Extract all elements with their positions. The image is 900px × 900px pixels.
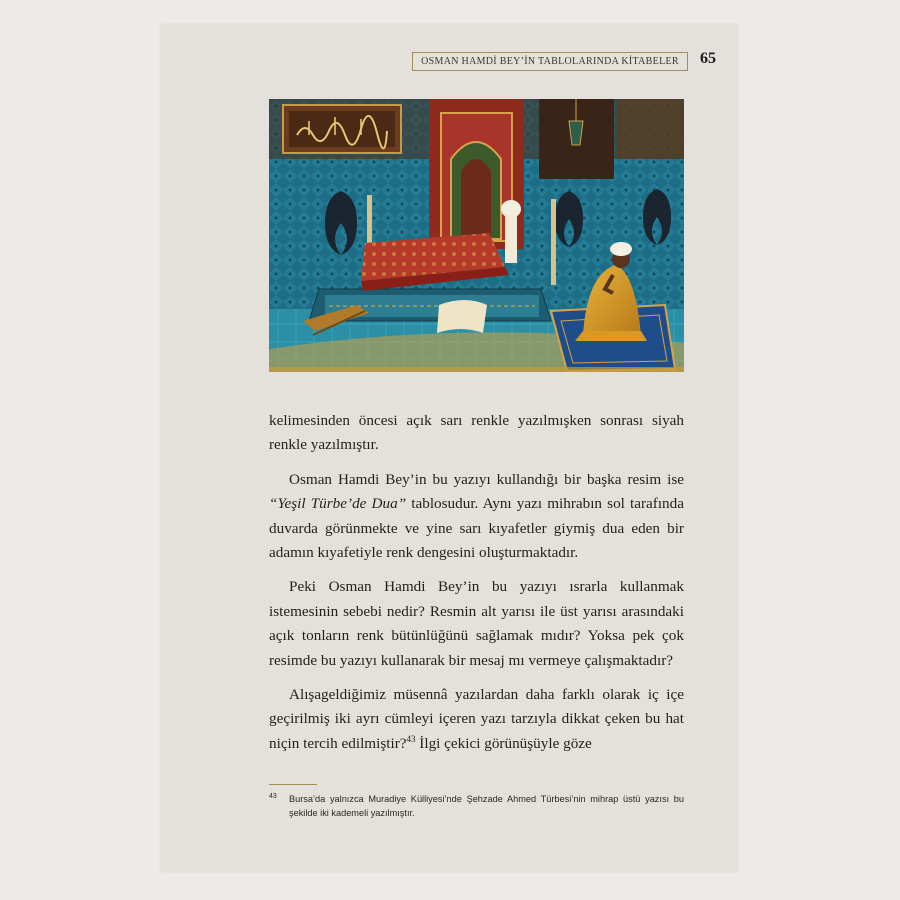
footnote-divider	[269, 784, 317, 785]
painting-svg	[269, 99, 684, 372]
footnote	[269, 792, 684, 820]
running-head-title: OSMAN HAMDİ BEY’İN TABLOLARINDA KİTABELER	[421, 56, 679, 67]
page-number: 65	[700, 50, 716, 67]
paragraph-1: kelimesinden öncesi açık sarı renkle yazılmışken sonrası siyah renkle yazılmıştır.	[269, 412, 684, 454]
paragraph-2-start: Osman Hamdi Bey’in bu yazıyı kullandığı bir başka resim ise	[289, 470, 684, 488]
footnote-number: 43	[269, 793, 277, 800]
paragraph-2	[269, 468, 684, 566]
paragraph-4-end: İlgi çekici görünüşüyle göze	[415, 734, 592, 752]
paragraph-3: Peki Osman Hamdi Bey’in bu yazıyı ısrarla kullanmak istemesinin sebebi nedir? Resmin alt yarısı ile üst yarısı arasındaki açık tonların renk bütünlüğünü sağlamak mıdır? Yoksa pek çok resimde bu yazıyı kullanarak bir mesaj mı vermeye çalışmaktadır?	[269, 578, 684, 669]
footnote-text: Bursa’da yalnızca Muradiye Külliyesi’nde Şehzade Ahmed Türbesi’nin mihrap üstü yazısı bu şekilde iki kademeli yazılmıştır.	[289, 794, 684, 818]
paragraph-4-start: Alışageldiğimiz müsennâ yazılardan daha farklı olarak iç içe geçirilmiş iki ayrı cümleyi içeren yazı tarzıyla dikkat çeken bu hat niçin tercih edilmiştir?	[269, 686, 684, 752]
paragraph-4	[269, 683, 684, 756]
calligraphy-panel-icon	[283, 105, 401, 153]
footnote-reference[interactable]: 43	[406, 733, 416, 744]
painting-title: “Yeşil Türbe’de Dua”	[269, 495, 407, 513]
paragraph-2-end: tablosudur. Aynı yazı mihrabın sol tarafında duvarda görünmekte ve yine sarı kıyafetler giymiş dua eden bir adamın kıyafetiyle renk dengesini oluşturmaktadır.	[269, 495, 684, 562]
book-page	[160, 24, 738, 872]
painting-image	[269, 99, 684, 372]
body-text	[269, 409, 684, 766]
running-head	[412, 52, 688, 71]
